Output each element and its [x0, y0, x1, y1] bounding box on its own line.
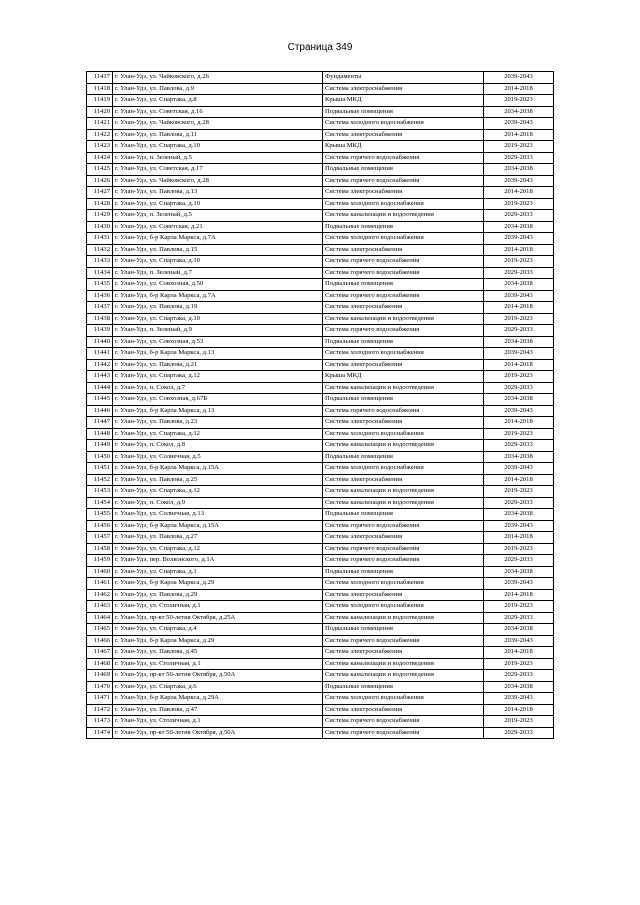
- table-row: [87, 589, 554, 601]
- table-row: [87, 359, 554, 371]
- row-number: 11453: [87, 486, 113, 498]
- address-cell: г. Улан-Удэ, ул. Павлова, д.25: [113, 474, 323, 486]
- table-row: [87, 658, 554, 670]
- table-row: [87, 566, 554, 578]
- table-row: [87, 198, 554, 210]
- period-cell: 2039-2043: [484, 520, 554, 532]
- table-row: [87, 152, 554, 164]
- period-cell: 2019-2023: [484, 543, 554, 555]
- table-row: [87, 348, 554, 360]
- system-cell: Система холодного водоснабжения: [323, 428, 484, 440]
- address-cell: г. Улан-Удэ, ул. Спартака, д.4: [113, 624, 323, 636]
- table-row: [87, 106, 554, 118]
- system-cell: Подвальные помещения: [323, 221, 484, 233]
- row-number: 11435: [87, 279, 113, 291]
- address-cell: г. Улан-Удэ, п. Сокол, д.7: [113, 382, 323, 394]
- address-cell: г. Улан-Удэ, ул. Столичная, д.1: [113, 716, 323, 728]
- address-cell: г. Улан-Удэ, ул. Столичная, д.1: [113, 601, 323, 613]
- system-cell: Система горячего водоснабжения: [323, 267, 484, 279]
- address-cell: г. Улан-Удэ, ул. Спартака, д.12: [113, 428, 323, 440]
- table-row: [87, 141, 554, 153]
- address-cell: г. Улан-Удэ, ул. Спартака, д.12: [113, 486, 323, 498]
- table-row: [87, 612, 554, 624]
- period-cell: 2014-2018: [484, 302, 554, 314]
- period-cell: 2029-2033: [484, 325, 554, 337]
- row-number: 11457: [87, 532, 113, 544]
- system-cell: Система холодного водоснабжения: [323, 463, 484, 475]
- address-cell: г. Улан-Удэ, б-р Карла Маркса, д.15А: [113, 520, 323, 532]
- table-row: [87, 555, 554, 567]
- row-number: 11461: [87, 578, 113, 590]
- address-cell: г. Улан-Удэ, ул. Павлова, д.27: [113, 532, 323, 544]
- system-cell: Система канализации и водоотведения: [323, 210, 484, 222]
- period-cell: 2034-2038: [484, 394, 554, 406]
- period-cell: 2019-2023: [484, 198, 554, 210]
- table-row: [87, 601, 554, 613]
- system-cell: Подвальные помещения: [323, 509, 484, 521]
- address-cell: г. Улан-Удэ, ул. Павлова, д.19: [113, 302, 323, 314]
- row-number: 11441: [87, 348, 113, 360]
- address-cell: г. Улан-Удэ, ул. Павлова, д.15: [113, 244, 323, 256]
- row-number: 11430: [87, 221, 113, 233]
- system-cell: Система электроснабжения: [323, 129, 484, 141]
- system-cell: Система холодного водоснабжения: [323, 233, 484, 245]
- table-row: [87, 727, 554, 739]
- table-row: [87, 704, 554, 716]
- row-number: 11424: [87, 152, 113, 164]
- address-cell: г. Улан-Удэ, пер. Волконского, д.1А: [113, 555, 323, 567]
- row-number: 11432: [87, 244, 113, 256]
- table-row: [87, 210, 554, 222]
- row-number: 11420: [87, 106, 113, 118]
- address-cell: г. Улан-Удэ, ул. Спартака, д.10: [113, 313, 323, 325]
- row-number: 11427: [87, 187, 113, 199]
- period-cell: 2039-2043: [484, 578, 554, 590]
- period-cell: 2029-2033: [484, 612, 554, 624]
- row-number: 11460: [87, 566, 113, 578]
- table-row: [87, 394, 554, 406]
- address-cell: г. Улан-Удэ, б-р Карла Маркса, д.29: [113, 635, 323, 647]
- system-cell: Система канализации и водоотведения: [323, 382, 484, 394]
- system-cell: Подвальные помещения: [323, 681, 484, 693]
- table-row: [87, 244, 554, 256]
- address-cell: г. Улан-Удэ, п. Зеленый, д.9: [113, 325, 323, 337]
- row-number: 11443: [87, 371, 113, 383]
- system-cell: Система горячего водоснабжения: [323, 555, 484, 567]
- table-row: [87, 233, 554, 245]
- row-number: 11448: [87, 428, 113, 440]
- row-number: 11464: [87, 612, 113, 624]
- period-cell: 2034-2038: [484, 566, 554, 578]
- address-cell: г. Улан-Удэ, ул. Спартака, д.12: [113, 371, 323, 383]
- row-number: 11442: [87, 359, 113, 371]
- system-cell: Система канализации и водоотведения: [323, 670, 484, 682]
- address-cell: г. Улан-Удэ, п. Сокол, д.8: [113, 440, 323, 452]
- table-row: [87, 428, 554, 440]
- address-cell: г. Улан-Удэ, пр-кт 50-летия Октября, д.50А: [113, 670, 323, 682]
- period-cell: 2029-2033: [484, 152, 554, 164]
- period-cell: 2014-2018: [484, 244, 554, 256]
- address-cell: г. Улан-Удэ, ул. Советская, д.21: [113, 221, 323, 233]
- table-row: [87, 463, 554, 475]
- period-cell: 2029-2033: [484, 670, 554, 682]
- row-number: 11472: [87, 704, 113, 716]
- row-number: 11431: [87, 233, 113, 245]
- system-cell: Система электроснабжения: [323, 187, 484, 199]
- row-number: 11421: [87, 118, 113, 130]
- system-cell: Система электроснабжения: [323, 83, 484, 95]
- row-number: 11465: [87, 624, 113, 636]
- table-row: [87, 302, 554, 314]
- address-cell: г. Улан-Удэ, ул. Спартака, д.10: [113, 256, 323, 268]
- system-cell: Система горячего водоснабжения: [323, 543, 484, 555]
- row-number: 11425: [87, 164, 113, 176]
- system-cell: Система электроснабжения: [323, 589, 484, 601]
- period-cell: 2034-2038: [484, 279, 554, 291]
- address-cell: г. Улан-Удэ, ул. Павлова, д.47: [113, 704, 323, 716]
- system-cell: Подвальные помещения: [323, 164, 484, 176]
- table-row: [87, 175, 554, 187]
- table-row: [87, 221, 554, 233]
- address-cell: г. Улан-Удэ, ул. Спартака, д.10: [113, 141, 323, 153]
- system-cell: Крыша МКД: [323, 95, 484, 107]
- address-cell: г. Улан-Удэ, ул. Чайковского, д.26: [113, 72, 323, 84]
- row-number: 11462: [87, 589, 113, 601]
- system-cell: Система горячего водоснабжения: [323, 325, 484, 337]
- period-cell: 2019-2023: [484, 313, 554, 325]
- period-cell: 2014-2018: [484, 532, 554, 544]
- system-cell: Подвальные помещения: [323, 394, 484, 406]
- row-number: 11422: [87, 129, 113, 141]
- table-row: [87, 532, 554, 544]
- registry-table-body: [87, 72, 554, 739]
- table-row: [87, 256, 554, 268]
- row-number: 11423: [87, 141, 113, 153]
- system-cell: Система горячего водоснабжения: [323, 256, 484, 268]
- period-cell: 2034-2038: [484, 451, 554, 463]
- period-cell: 2029-2033: [484, 727, 554, 739]
- system-cell: Система горячего водоснабжения: [323, 727, 484, 739]
- address-cell: г. Улан-Удэ, ул. Спартака, д.1: [113, 566, 323, 578]
- period-cell: 2019-2023: [484, 95, 554, 107]
- system-cell: Фундаменты: [323, 72, 484, 84]
- system-cell: Система канализации и водоотведения: [323, 486, 484, 498]
- row-number: 11456: [87, 520, 113, 532]
- period-cell: 2029-2033: [484, 267, 554, 279]
- row-number: 11433: [87, 256, 113, 268]
- address-cell: г. Улан-Удэ, ул. Спартака, д.12: [113, 543, 323, 555]
- period-cell: 2039-2043: [484, 405, 554, 417]
- table-row: [87, 267, 554, 279]
- table-row: [87, 509, 554, 521]
- system-cell: Система электроснабжения: [323, 244, 484, 256]
- table-row: [87, 187, 554, 199]
- table-row: [87, 371, 554, 383]
- table-row: [87, 578, 554, 590]
- table-row: [87, 451, 554, 463]
- system-cell: Система горячего водоснабжения: [323, 405, 484, 417]
- address-cell: г. Улан-Удэ, ул. Солнечная, д.5: [113, 451, 323, 463]
- period-cell: 2034-2038: [484, 509, 554, 521]
- address-cell: г. Улан-Удэ, б-р Карла Маркса, д.13: [113, 405, 323, 417]
- table-row: [87, 164, 554, 176]
- address-cell: г. Улан-Удэ, ул. Советская, д.16: [113, 106, 323, 118]
- period-cell: 2029-2033: [484, 440, 554, 452]
- table-row: [87, 279, 554, 291]
- period-cell: 2014-2018: [484, 359, 554, 371]
- system-cell: Система горячего водоснабжения: [323, 716, 484, 728]
- period-cell: 2019-2023: [484, 716, 554, 728]
- table-row: [87, 72, 554, 84]
- system-cell: Система горячего водоснабжения: [323, 520, 484, 532]
- period-cell: 2039-2043: [484, 175, 554, 187]
- row-number: 11447: [87, 417, 113, 429]
- address-cell: г. Улан-Удэ, ул. Совхозная, д.50: [113, 279, 323, 291]
- address-cell: г. Улан-Удэ, ул. Чайковского, д.28: [113, 175, 323, 187]
- row-number: 11451: [87, 463, 113, 475]
- address-cell: г. Улан-Удэ, ул. Совхозная, д.67Б: [113, 394, 323, 406]
- row-number: 11417: [87, 72, 113, 84]
- row-number: 11458: [87, 543, 113, 555]
- address-cell: г. Улан-Удэ, п. Зеленый, д.5: [113, 210, 323, 222]
- table-row: [87, 313, 554, 325]
- system-cell: Система канализации и водоотведения: [323, 497, 484, 509]
- period-cell: 2029-2033: [484, 555, 554, 567]
- period-cell: 2019-2023: [484, 601, 554, 613]
- system-cell: Крыша МКД: [323, 371, 484, 383]
- period-cell: 2034-2038: [484, 221, 554, 233]
- period-cell: 2014-2018: [484, 187, 554, 199]
- system-cell: Система канализации и водоотведения: [323, 313, 484, 325]
- row-number: 11471: [87, 693, 113, 705]
- table-row: [87, 497, 554, 509]
- table-row: [87, 693, 554, 705]
- table-row: [87, 336, 554, 348]
- system-cell: Система электроснабжения: [323, 704, 484, 716]
- row-number: 11469: [87, 670, 113, 682]
- row-number: 11444: [87, 382, 113, 394]
- row-number: 11437: [87, 302, 113, 314]
- row-number: 11426: [87, 175, 113, 187]
- table-row: [87, 382, 554, 394]
- row-number: 11419: [87, 95, 113, 107]
- page-label: Страница 349: [287, 42, 353, 53]
- period-cell: 2019-2023: [484, 371, 554, 383]
- system-cell: Система холодного водоснабжения: [323, 118, 484, 130]
- table-row: [87, 325, 554, 337]
- period-cell: 2039-2043: [484, 463, 554, 475]
- period-cell: 2034-2038: [484, 681, 554, 693]
- system-cell: Система холодного водоснабжения: [323, 348, 484, 360]
- address-cell: г. Улан-Удэ, ул. Солнечная, д.13: [113, 509, 323, 521]
- table-row: [87, 716, 554, 728]
- period-cell: 2029-2033: [484, 210, 554, 222]
- period-cell: 2029-2033: [484, 382, 554, 394]
- row-number: 11473: [87, 716, 113, 728]
- period-cell: 2019-2023: [484, 658, 554, 670]
- system-cell: Система горячего водоснабжения: [323, 152, 484, 164]
- table-row: [87, 417, 554, 429]
- period-cell: 2029-2033: [484, 497, 554, 509]
- table-row: [87, 83, 554, 95]
- table-row: [87, 440, 554, 452]
- row-number: 11474: [87, 727, 113, 739]
- table-row: [87, 474, 554, 486]
- row-number: 11446: [87, 405, 113, 417]
- system-cell: Система канализации и водоотведения: [323, 658, 484, 670]
- period-cell: 2039-2043: [484, 233, 554, 245]
- address-cell: г. Улан-Удэ, ул. Павлова, д.45: [113, 647, 323, 659]
- period-cell: 2034-2038: [484, 106, 554, 118]
- period-cell: 2039-2043: [484, 635, 554, 647]
- address-cell: г. Улан-Удэ, ул. Павлова, д.29: [113, 589, 323, 601]
- system-cell: Подвальные помещения: [323, 624, 484, 636]
- row-number: 11428: [87, 198, 113, 210]
- table-row: [87, 95, 554, 107]
- row-number: 11445: [87, 394, 113, 406]
- system-cell: Система электроснабжения: [323, 474, 484, 486]
- row-number: 11434: [87, 267, 113, 279]
- address-cell: г. Улан-Удэ, ул. Спартака, д.10: [113, 198, 323, 210]
- system-cell: Крыша МКД: [323, 141, 484, 153]
- address-cell: г. Улан-Удэ, б-р Карла Маркса, д.29А: [113, 693, 323, 705]
- period-cell: 2014-2018: [484, 83, 554, 95]
- row-number: 11454: [87, 497, 113, 509]
- table-row: [87, 118, 554, 130]
- row-number: 11466: [87, 635, 113, 647]
- address-cell: г. Улан-Удэ, пр-кт 50-летия Октября, д.50А: [113, 727, 323, 739]
- system-cell: Подвальные помещения: [323, 566, 484, 578]
- address-cell: г. Улан-Удэ, ул. Чайковского, д.28: [113, 118, 323, 130]
- period-cell: 2034-2038: [484, 164, 554, 176]
- period-cell: 2019-2023: [484, 486, 554, 498]
- period-cell: 2019-2023: [484, 256, 554, 268]
- row-number: 11463: [87, 601, 113, 613]
- system-cell: Система электроснабжения: [323, 532, 484, 544]
- table-row: [87, 624, 554, 636]
- table-row: [87, 290, 554, 302]
- address-cell: г. Улан-Удэ, ул. Павлова, д.13: [113, 187, 323, 199]
- system-cell: Система электроснабжения: [323, 417, 484, 429]
- period-cell: 2039-2043: [484, 290, 554, 302]
- address-cell: г. Улан-Удэ, п. Зеленый, д.5: [113, 152, 323, 164]
- system-cell: Подвальные помещения: [323, 451, 484, 463]
- period-cell: 2039-2043: [484, 693, 554, 705]
- period-cell: 2039-2043: [484, 72, 554, 84]
- period-cell: 2039-2043: [484, 348, 554, 360]
- address-cell: г. Улан-Удэ, ул. Павлова, д.23: [113, 417, 323, 429]
- row-number: 11470: [87, 681, 113, 693]
- table-row: [87, 670, 554, 682]
- row-number: 11429: [87, 210, 113, 222]
- row-number: 11450: [87, 451, 113, 463]
- address-cell: г. Улан-Удэ, ул. Павлова, д.21: [113, 359, 323, 371]
- period-cell: 2014-2018: [484, 474, 554, 486]
- address-cell: г. Улан-Удэ, ул. Советская, д.17: [113, 164, 323, 176]
- system-cell: Система холодного водоснабжения: [323, 198, 484, 210]
- table-row: [87, 681, 554, 693]
- system-cell: Система канализации и водоотведения: [323, 440, 484, 452]
- address-cell: г. Улан-Удэ, ул. Столичная, д.1: [113, 658, 323, 670]
- address-cell: г. Улан-Удэ, пр-кт 50-летия Октября, д.25А: [113, 612, 323, 624]
- row-number: 11418: [87, 83, 113, 95]
- address-cell: г. Улан-Удэ, б-р Карла Маркса, д.7А: [113, 290, 323, 302]
- row-number: 11438: [87, 313, 113, 325]
- system-cell: Система холодного водоснабжения: [323, 693, 484, 705]
- period-cell: 2034-2038: [484, 336, 554, 348]
- table-row: [87, 520, 554, 532]
- system-cell: Система канализации и водоотведения: [323, 612, 484, 624]
- address-cell: г. Улан-Удэ, б-р Карла Маркса, д.7А: [113, 233, 323, 245]
- system-cell: Система горячего водоснабжения: [323, 175, 484, 187]
- address-cell: г. Улан-Удэ, б-р Карла Маркса, д.13: [113, 348, 323, 360]
- system-cell: Система горячего водоснабжения: [323, 290, 484, 302]
- row-number: 11449: [87, 440, 113, 452]
- address-cell: г. Улан-Удэ, ул. Павлова, д.9: [113, 83, 323, 95]
- row-number: 11468: [87, 658, 113, 670]
- row-number: 11455: [87, 509, 113, 521]
- system-cell: Система электроснабжения: [323, 647, 484, 659]
- system-cell: Система холодного водоснабжения: [323, 601, 484, 613]
- system-cell: Подвальные помещения: [323, 279, 484, 291]
- row-number: 11467: [87, 647, 113, 659]
- system-cell: Система горячего водоснабжения: [323, 635, 484, 647]
- table-row: [87, 635, 554, 647]
- row-number: 11452: [87, 474, 113, 486]
- row-number: 11459: [87, 555, 113, 567]
- address-cell: г. Улан-Удэ, п. Зеленый, д.7: [113, 267, 323, 279]
- row-number: 11440: [87, 336, 113, 348]
- period-cell: 2019-2023: [484, 141, 554, 153]
- period-cell: 2014-2018: [484, 417, 554, 429]
- system-cell: Подвальные помещения: [323, 336, 484, 348]
- period-cell: 2039-2043: [484, 118, 554, 130]
- address-cell: г. Улан-Удэ, ул. Павлова, д.11: [113, 129, 323, 141]
- address-cell: г. Улан-Удэ, ул. Совхозная, д.53: [113, 336, 323, 348]
- address-cell: г. Улан-Удэ, п. Сокол, д.9: [113, 497, 323, 509]
- period-cell: 2034-2038: [484, 624, 554, 636]
- address-cell: г. Улан-Удэ, б-р Карла Маркса, д.29: [113, 578, 323, 590]
- table-row: [87, 405, 554, 417]
- table-row: [87, 486, 554, 498]
- period-cell: 2019-2023: [484, 428, 554, 440]
- address-cell: г. Улан-Удэ, ул. Спартака, д.8: [113, 95, 323, 107]
- period-cell: 2014-2018: [484, 704, 554, 716]
- registry-table: [86, 71, 554, 739]
- system-cell: Система электроснабжения: [323, 359, 484, 371]
- period-cell: 2014-2018: [484, 129, 554, 141]
- row-number: 11436: [87, 290, 113, 302]
- system-cell: Система холодного водоснабжения: [323, 578, 484, 590]
- address-cell: г. Улан-Удэ, б-р Карла Маркса, д.15А: [113, 463, 323, 475]
- address-cell: г. Улан-Удэ, ул. Спартака, д.6: [113, 681, 323, 693]
- table-row: [87, 543, 554, 555]
- system-cell: Подвальные помещения: [323, 106, 484, 118]
- period-cell: 2014-2018: [484, 589, 554, 601]
- period-cell: 2014-2018: [484, 647, 554, 659]
- row-number: 11439: [87, 325, 113, 337]
- system-cell: Система электроснабжения: [323, 302, 484, 314]
- table-row: [87, 647, 554, 659]
- table-row: [87, 129, 554, 141]
